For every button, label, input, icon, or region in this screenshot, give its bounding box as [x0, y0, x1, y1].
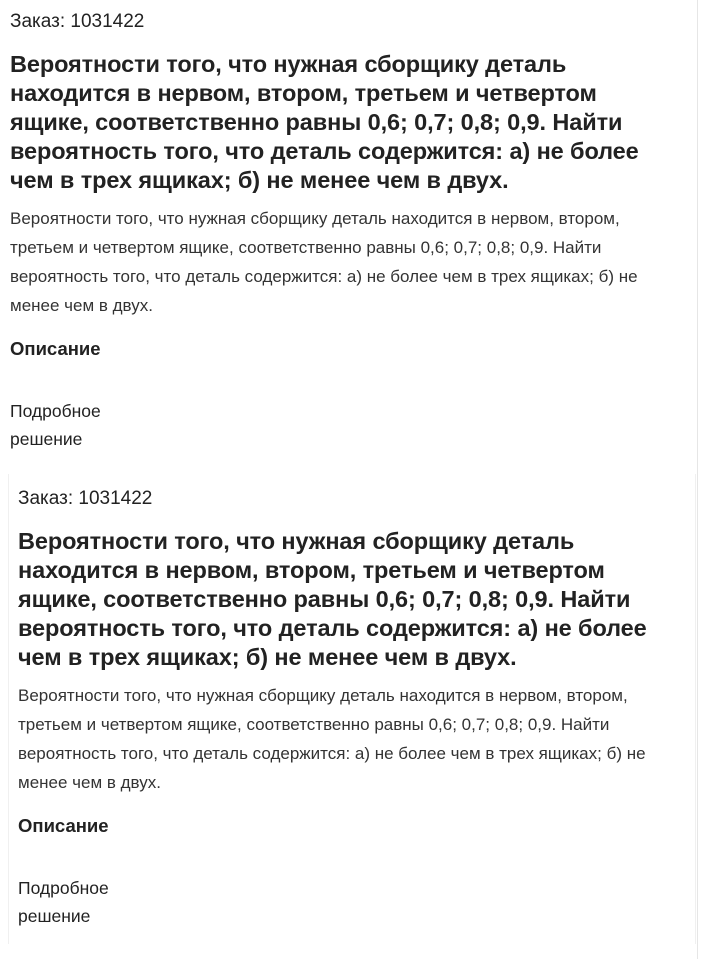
task-description-text: Вероятности того, что нужная сборщику деталь находится в нервом, втором, третьем и четвертом ящике, соответственно равны 0,6; 0,7; 0,8; 0,9. Найти вероятность того, что деталь содержится: а) не более чем в трех ящиках; б) не менее чем в двух.	[18, 686, 646, 792]
task-card-2	[0, 476, 694, 930]
section-heading-description: Описание	[18, 815, 109, 836]
order-number: Заказ: 1031422	[10, 11, 145, 32]
detailed-solution-link[interactable]: Подробное решение	[10, 401, 101, 449]
section-heading-description: Описание	[10, 338, 101, 359]
order-number: Заказ: 1031422	[18, 488, 153, 509]
task-title: Вероятности того, что нужная сборщику деталь находится в нервом, втором, третьем и четвертом ящике, соответственно равны 0,6; 0,7; 0,8; 0,9. Найти вероятность того, что деталь содержится: а) не более чем в трех ящиках; б) не менее чем в двух.	[18, 528, 647, 670]
task-title: Вероятности того, что нужная сборщику деталь находится в нервом, втором, третьем и четвертом ящике, соответственно равны 0,6; 0,7; 0,8; 0,9. Найти вероятность того, что деталь содержится: а) не более чем в трех ящиках; б) не менее чем в двух.	[10, 51, 639, 193]
task-card-1	[0, 0, 700, 453]
detailed-solution-link[interactable]: Подробное решение	[18, 878, 109, 926]
task-description-text: Вероятности того, что нужная сборщику деталь находится в нервом, втором, третьем и четвертом ящике, соответственно равны 0,6; 0,7; 0,8; 0,9. Найти вероятность того, что деталь содержится: а) не более чем в трех ящиках; б) не менее чем в двух.	[10, 209, 638, 315]
